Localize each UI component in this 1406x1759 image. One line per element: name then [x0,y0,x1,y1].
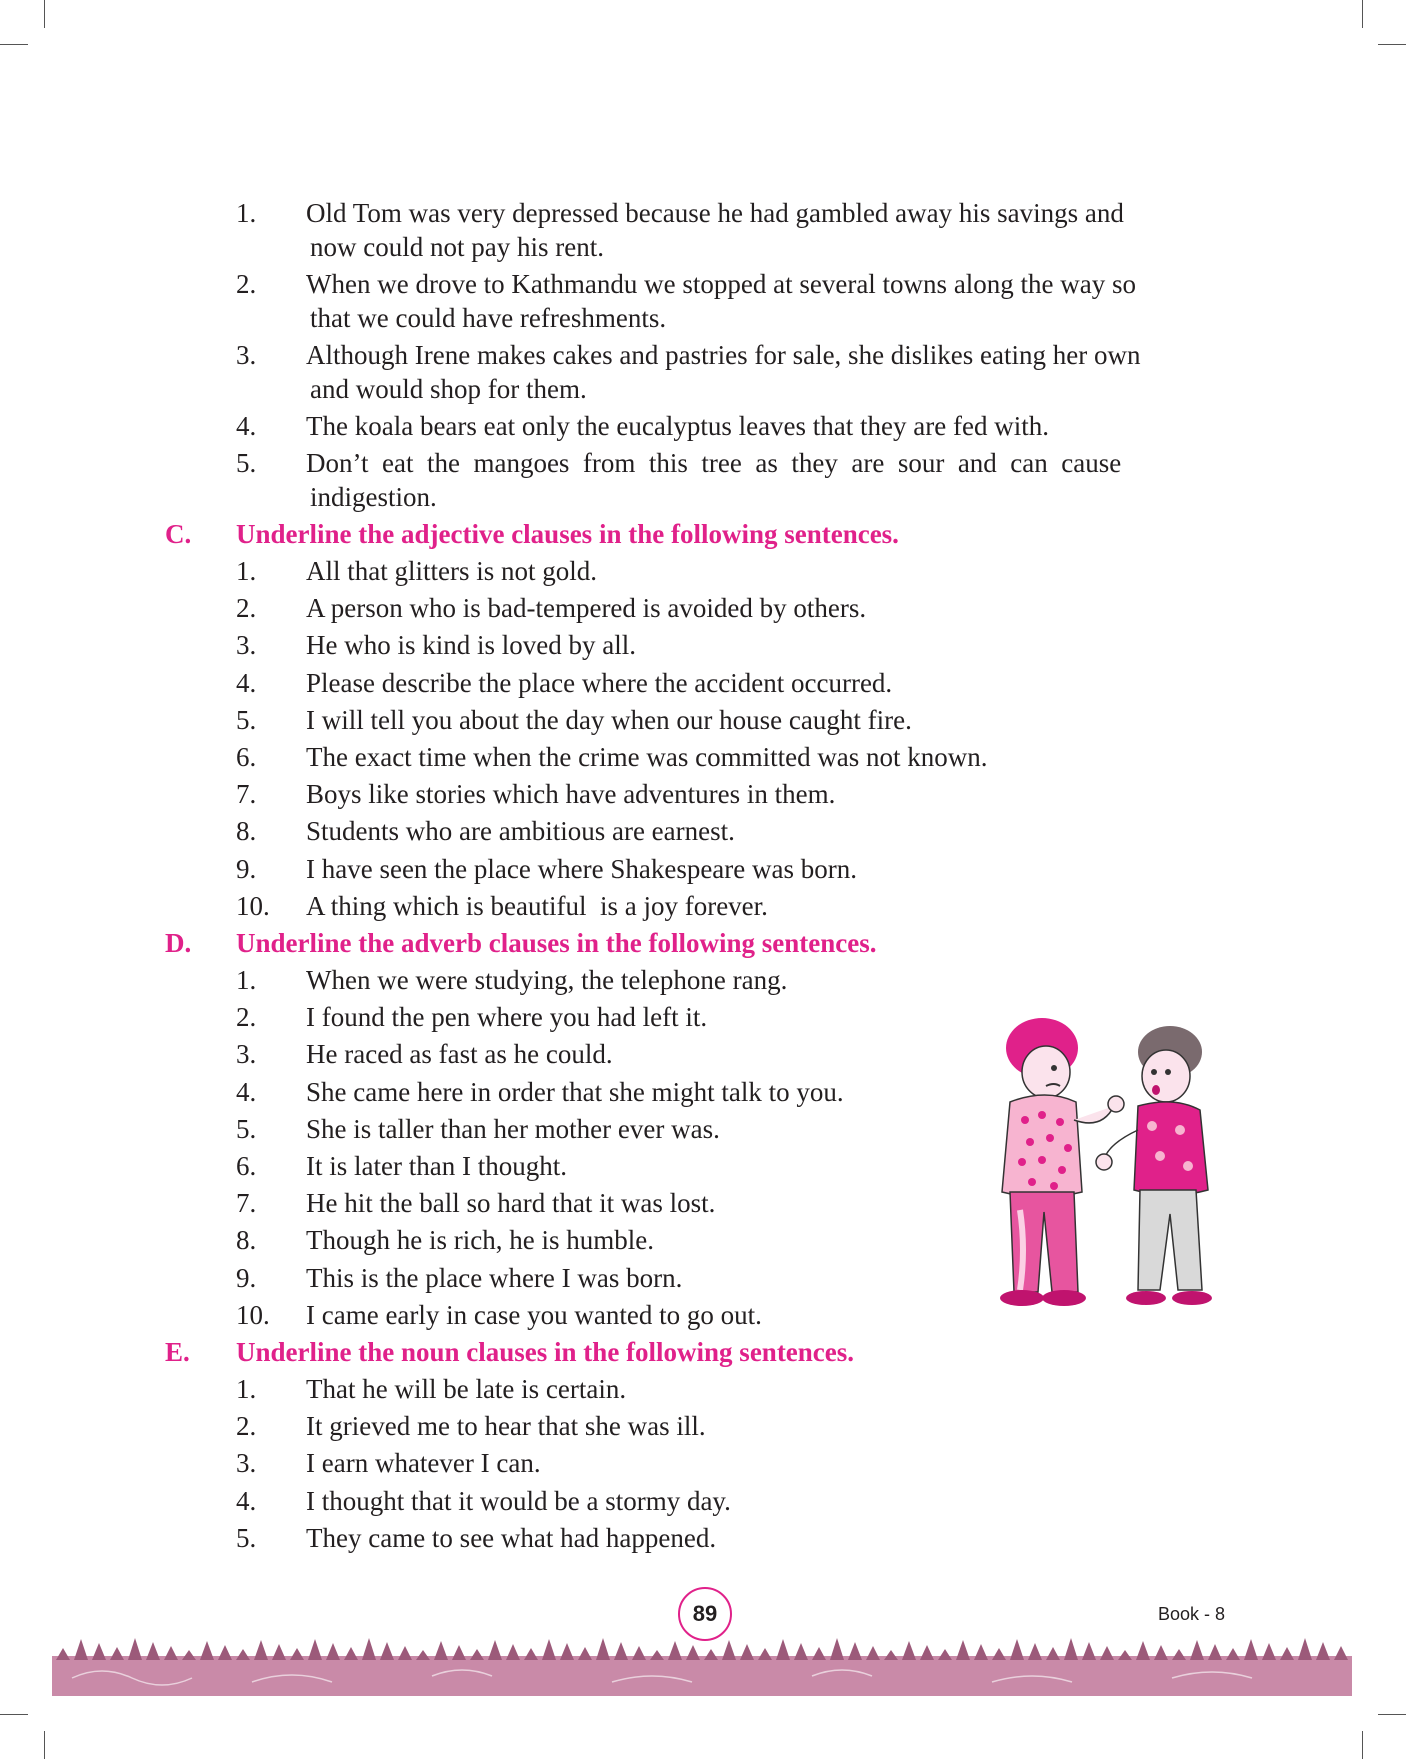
item-text: This is the place where I was born. [306,1262,683,1293]
item-number: 1. [236,556,257,586]
item-text: Please describe the place where the accident occurred. [306,667,893,698]
item-text: I will tell you about the day when our house caught fire. [306,704,912,735]
item-number: 2. [236,269,257,299]
item-text: I found the pen where you had left it. [306,1002,708,1033]
crop-mark [44,0,45,28]
item-text: He who is kind is loved by all. [306,630,636,661]
item-number: 3. [236,1039,257,1070]
item-number: 7. [236,1188,257,1219]
item-text [306,196,1244,264]
item-text: All that glitters is not gold. [306,556,597,586]
item-text: He hit the ball so hard that it was lost. [306,1188,716,1219]
two-boys-illustration [970,1010,1240,1320]
crop-mark [1362,0,1363,28]
item-number: 9. [236,853,257,884]
crop-mark [0,44,28,45]
item-number: 10. [236,890,270,921]
item-text-line: indigestion. [310,482,437,512]
item-text: She is taller than her mother ever was. [306,1113,720,1144]
item-text: I thought that it would be a stormy day. [306,1485,731,1516]
item-number: 10. [236,1299,270,1330]
item-text [306,267,1244,335]
crop-mark [1378,1714,1406,1715]
item-number: 1. [236,1374,257,1404]
item-number: 3. [236,1448,257,1479]
section-instruction: Underline the noun clauses in the following sentences. [236,1337,855,1367]
book-label: Book - 8 [1158,1604,1226,1624]
item-text-line: Don’t eat the mangoes from this tree as they are sour and can cause [306,448,1122,478]
item-number: 8. [236,1225,257,1256]
item-text-line: Old Tom was very depressed because he had gambled away his savings and [306,198,1124,228]
item-text: He raced as fast as he could. [306,1039,613,1070]
item-number: 5. [236,448,257,478]
item-number: 5. [236,1522,257,1553]
page-number: 89 [678,1587,732,1641]
item-text-line: Although Irene makes cakes and pastries for sale, she dislikes eating her own [306,340,1141,370]
right-boy-figure [1096,1026,1212,1305]
item-text: The exact time when the crime was committed was not known. [306,742,988,772]
item-text: They came to see what had happened. [306,1522,717,1553]
section-letter: C. [165,519,192,549]
item-text: A person who is bad-tempered is avoided by others. [306,593,867,624]
item-text: She came here in order that she might talk to you. [306,1076,844,1107]
item-text: Students who are ambitious are earnest. [306,816,735,847]
item-text: The koala bears eat only the eucalyptus leaves that they are fed with. [306,411,1049,441]
item-text: Though he is rich, he is humble. [306,1225,654,1256]
item-text [306,446,1244,514]
item-number: 6. [236,742,257,772]
item-text: I earn whatever I can. [306,1448,541,1479]
section-letter: E. [165,1337,190,1367]
item-text: That he will be late is certain. [306,1374,627,1404]
item-number: 2. [236,1002,257,1033]
item-text-line: now could not pay his rent. [310,232,604,262]
section-letter: D. [165,928,192,958]
item-number: 3. [236,630,257,661]
item-text-line: that we could have refreshments. [310,303,667,333]
item-text: It grieved me to hear that she was ill. [306,1411,706,1442]
item-text: I have seen the place where Shakespeare was born. [306,853,857,884]
item-text: Boys like stories which have adventures in them. [306,779,836,810]
section-instruction: Underline the adjective clauses in the following sentences. [236,519,899,549]
item-number: 1. [236,965,257,995]
item-number: 4. [236,411,257,441]
item-text-line: and would shop for them. [310,374,587,404]
item-text: It is later than I thought. [306,1151,567,1181]
item-number: 5. [236,704,257,735]
crop-mark [0,1714,28,1715]
item-number: 4. [236,1485,257,1516]
item-number: 8. [236,816,257,847]
item-number: 1. [236,198,257,228]
crop-mark [1378,44,1406,45]
crop-mark [1362,1731,1363,1759]
footer-band-fill [52,1656,1352,1696]
item-text: A thing which is beautiful is a joy forever. [306,890,768,921]
item-number: 7. [236,779,257,810]
section-instruction: Underline the adverb clauses in the following sentences. [236,928,877,958]
item-number: 5. [236,1113,257,1144]
item-text: I came early in case you wanted to go out. [306,1299,762,1330]
item-number: 2. [236,593,257,624]
item-number: 6. [236,1151,257,1181]
crop-mark [44,1731,45,1759]
item-number: 4. [236,667,257,698]
item-number: 4. [236,1076,257,1107]
item-number: 3. [236,340,257,370]
item-number: 2. [236,1411,257,1442]
item-text-line: When we drove to Kathmandu we stopped at several towns along the way so [306,269,1137,299]
item-text: When we were studying, the telephone rang. [306,965,788,995]
item-text [306,338,1244,406]
item-number: 9. [236,1262,257,1293]
